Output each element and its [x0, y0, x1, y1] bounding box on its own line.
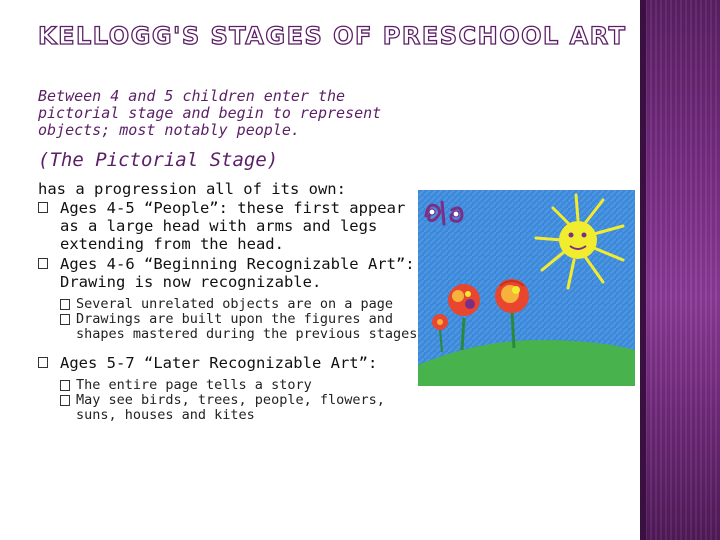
checkbox-bullet-icon — [60, 395, 70, 406]
slide-title: KELLOGG'S STAGES OF PRESCHOOL ART — [38, 22, 627, 50]
child-drawing-image — [418, 190, 635, 386]
checkbox-bullet-icon — [60, 314, 70, 325]
sub-bullet-text: Several unrelated objects are on a page — [76, 296, 393, 312]
side-band-edge — [640, 0, 646, 540]
sub-bullet-list — [38, 378, 418, 423]
checkbox-bullet-icon — [60, 380, 70, 391]
stage-heading: (The Pictorial Stage) — [38, 149, 279, 171]
sub-bullet-text: Drawings are built upon the figures and shapes mastered during the previous stages — [76, 311, 418, 342]
bullet-item — [38, 199, 418, 253]
bullet-text: Ages 5-7 “Later Recognizable Art”: — [60, 354, 378, 372]
sub-bullet-text: May see birds, trees, people, flowers, suns, houses and kites — [76, 392, 385, 423]
bullet-list — [38, 180, 418, 423]
sub-bullet-list — [38, 297, 418, 342]
bullet-item — [38, 255, 418, 291]
lead-text: has a progression all of its own: — [38, 180, 346, 198]
bullet-item — [38, 354, 418, 372]
decorative-side-band — [640, 0, 720, 540]
sub-bullet-item — [38, 378, 418, 393]
sub-bullet-item — [38, 393, 418, 423]
checkbox-bullet-icon — [60, 299, 70, 310]
checkbox-bullet-icon — [38, 357, 48, 368]
bullet-text: Ages 4-5 “People”: these first appear as a large head with arms and legs extending from the head. — [60, 199, 406, 253]
checkbox-bullet-icon — [38, 202, 48, 213]
sub-bullet-item — [38, 297, 418, 312]
sub-bullet-item — [38, 312, 418, 342]
bullet-text: Ages 4-6 “Beginning Recognizable Art”: Drawing is now recognizable. — [60, 255, 415, 291]
intro-text: Between 4 and 5 children enter the pictorial stage and begin to represent objects; most notably people. — [38, 87, 382, 139]
sub-bullet-text: The entire page tells a story — [76, 377, 312, 393]
checkbox-bullet-icon — [38, 258, 48, 269]
